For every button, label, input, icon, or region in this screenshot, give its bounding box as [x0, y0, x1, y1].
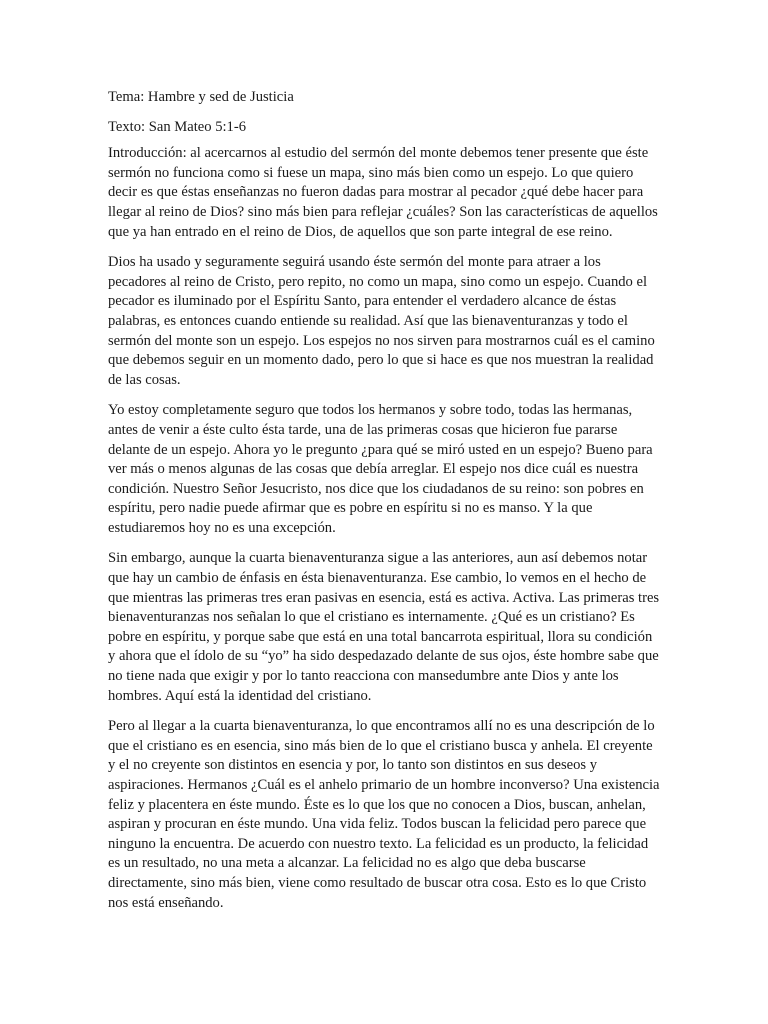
document-page — [108, 88, 660, 924]
paragraph-anhelo: Pero al llegar a la cuarta bienaventuranza, lo que encontramos allí no es una descripción de lo que el cristiano es en esencia, sino más bien de lo que el cristiano busca y anhela. El creyente y el no creyente son distintos en esencia y por, lo tanto son distintos en sus deseos y aspiraciones. Hermanos ¿Cuál es el anhelo primario de un hombre inconverso? Una existencia feliz y placentera en éste mundo. Éste es lo que los que no conocen a Dios, buscan, anhelan, aspiran y procuran en éste mundo. Una vida feliz. Todos buscan la felicidad pero parece que ninguno la encuentra. De acuerdo con nuestro texto. La felicidad es un producto, la felicidad es un resultado, no una meta a alcanzar. La felicidad no es algo que deba buscarse directamente, sino más bien, viene como resultado de buscar otra cosa. Esto es lo que Cristo nos está enseñando. — [108, 718, 660, 911]
paragraph-condicion: Yo estoy completamente seguro que todos los hermanos y sobre todo, todas las hermanas, antes de venir a éste culto ésta tarde, una de las primeras cosas que hicieron fue pararse delante de un espejo. Ahora yo le pregunto ¿para qué se miró usted en un espejo? Bueno para ver más o menos algunas de las cosas que debía arreglar. El espejo nos dice cuál es nuestra condición. Nuestro Señor Jesucristo, nos dice que los ciudadanos de su reino: son pobres en espíritu, pero nadie puede afirmar que es pobre en espíritu si no es manso. Y la que estudiaremos hoy no es una excepción. — [108, 402, 653, 536]
texto-reference: Texto: San Mateo 5:1-6 — [108, 118, 246, 135]
paragraph-introduccion: Introducción: al acercarnos al estudio del sermón del monte debemos tener presente que éste sermón no funciona como si fuese un mapa, sino más bien como un espejo. Lo que quiero decir es que éstas enseñanzas no fueron dadas para mostrar al pecador ¿qué debe hacer para llegar al reino de Dios? sino más bien para reflejar ¿cuáles? Son las características de aquellos que ya han entrado en el reino de Dios, de aquellos que son parte integral de ese reino. — [108, 145, 658, 240]
paragraph-cuarta-bienaventuranza: Sin embargo, aunque la cuarta bienaventuranza sigue a las anteriores, aun así debemos notar que hay un cambio de énfasis en ésta bienaventuranza. Ese cambio, lo vemos en el hecho de que mientras las primeras tres eran pasivas en esencia, está es activa. Activa. Las primeras tres bienaventuranzas nos señalan lo que el cristiano es internamente. ¿Qué es un cristiano? Es pobre en espíritu, y porque sabe que está en una total bancarrota espiritual, llora su condición y ahora que el ídolo de su “yo” ha sido despedazado delante de sus ojos, éste hombre sabe que no tiene nada que exigir y por lo tanto reacciona con mansedumbre ante Dios y ante los hombres. Aquí está la identidad del cristiano. — [108, 550, 660, 704]
paragraph-espejo: Dios ha usado y seguramente seguirá usando éste sermón del monte para atraer a los pecadores al reino de Cristo, pero repito, no como un mapa, sino como un espejo. Cuando el pecador es iluminado por el Espíritu Santo, para entender el verdadero alcance de éstas palabras, es entonces cuando entiende su realidad. Así que las bienaventuranzas y todo el sermón del monte son un espejo. Los espejos no nos sirven para mostrarnos cuál es el camino que debemos seguir en un momento dado, pero lo que si hace es que nos muestran la realidad de las cosas. — [108, 254, 655, 388]
tema-heading: Tema: Hambre y sed de Justicia — [108, 89, 294, 105]
